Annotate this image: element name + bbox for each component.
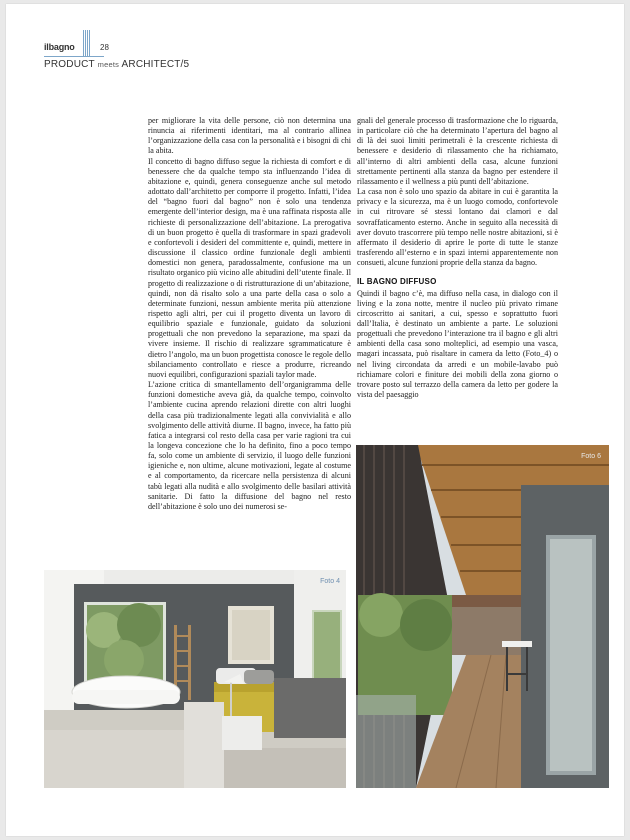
article-column-left xyxy=(148,116,351,512)
subheading: IL BAGNO DIFFUSO xyxy=(357,277,437,287)
paragraph: per migliorare la vita delle persone, ciò non determina una rinuncia ai riferimenti identitari, ma al contrario allinea l’organizzazione della casa con la personalità e i bisogni di chi la abita. xyxy=(148,116,351,156)
paragraph: Quindi il bagno c’è, ma diffuso nella casa, in dialogo con il living e la zona notte, mentre il nucleo più privato rimane circoscritto ai sanitari, a cui, spesso e soprattutto fuori dall’Italia, è destinato un ambiente a parte. Le soluzioni progettuali che prevedono l’interazione tra il bagno e gli altri ambienti della casa sono molteplici, ad esempio una vasca, magari incassata, può risaltare in camera da letto (Foto_4) o nel living circondata da arredi e un mobile-lavabo può richiamare colori e finiture dei mobili della zona giorno o trovare posto sul terrazzo della camera da letto per godere la vista del paesaggio xyxy=(357,288,558,400)
photo-bedroom-bathtub xyxy=(44,570,346,788)
header-rule xyxy=(44,56,104,57)
magazine-page xyxy=(6,4,624,836)
section-title xyxy=(44,59,189,70)
photo-terrace-washbasin xyxy=(356,445,609,788)
terrace-illustration xyxy=(356,445,609,788)
photo-6-label: Foto 6 xyxy=(581,453,601,460)
page-number: 28 xyxy=(100,43,109,52)
article-column-right xyxy=(357,116,558,400)
brand-bars-decoration xyxy=(83,30,97,56)
section-product: PRODUCT xyxy=(44,59,95,70)
section-architect: ARCHITECT/5 xyxy=(121,59,190,70)
paragraph: L’azione critica di smantellamento dell’organigramma delle funzioni domestiche aveva già, da qualche tempo, coinvolto l’ambiente cucina aprendo relazioni dirette con altri luoghi della casa più tradizionalmente legati alla convivialità e allo svolgimento delle attività diurne. Il bagno, invece, ha fatto più fatica a integrarsi col resto della casa per varie ragioni tra cui la longeva concezione che lo ha definito, fino a poco tempo fa, solo come un ambiente di servizio, il luogo delle funzioni igieniche e, non ultime, alcune motivazioni, legate al costume e al comportamento, da ricercare nella persistenza di alcuni tabù legati alla nudità e allo svolgimento delle basilari attività sanitarie. Di fatto la diffusione del bagno nel resto dell’abitazione è solo uno dei numerosi se- xyxy=(148,380,351,511)
section-meets: meets xyxy=(97,60,120,69)
paragraph: La casa non è solo uno spazio da abitare in cui è garantita la privacy e la sicurezza, ma è un luogo comodo, confortevole in cui ritrovare sé stessi lontano dai clamori e dal sovraffaticamento esterno. Anche in seguito alla necessità di aver dovuto trascorrere più tempo nelle nostre abitazioni, si è affermato il desiderio di aprire le porte di tutte le stanze trasferendo all’esterno e in spazi interni apparentemente non consueti, alcune funzioni proprie della stanza da bagno. xyxy=(357,187,558,268)
brand-logo: ilbagno xyxy=(44,42,75,52)
bedroom-illustration xyxy=(44,570,346,788)
photo-4-label: Foto 4 xyxy=(320,578,340,585)
paragraph: gnali del generale processo di trasformazione che lo riguarda, in particolare ciò che ha determinato l’apertura del bagno al di là dei suoi limiti perimetrali è la crescente richiesta di benessere e desiderio di rilassamento che ha richiamato, all’interno di altri ambienti della casa, alcune funzioni strettamente pertinenti alla stanza da bagno per estendere il rilassamento e il wellness a più punti dell’abitazione. xyxy=(357,116,558,186)
paragraph: Il concetto di bagno diffuso segue la richiesta di comfort e di benessere che da qualche tempo sta influenzando l’idea di abitazione e, quindi, genera conseguenze anche sul metodo adottato dall’architetto per comporre il progetto. Infatti, l’idea del “bagno fuori dal bagno” non è solo una tendenza emergente dell’interior design, ma è una raffinata risposta alle richieste di personalizzazione dell’abitazione. La prerogativa di un buon progetto è quella di trasformare in spazi gradevoli e confortevoli i desideri del committente e, quindi, mettere in discussione il classico ordine funzionale degli ambienti domestici non genera, paradossalmente, confusione ma un risultato organico più vicino alle abitudini dell’utente finale. Il progetto di realizzazione o di ristrutturazione di un’abitazione, quindi, non dà risalto solo a una parte della casa o solo a determinate funzioni, nessun ambiente merita più attenzione rispetto agli altri, per cui il progetto diventa un lavoro di equilibrio spaziale e funzionale, guidato da soluzioni progettuali che non prevedono la separazione, ma spazi da vivere insieme. Il rischio di realizzare sgrammaticature è dietro l’angolo, ma un buon progettista conosce le regole dello sbilanciamento controllato e riesce a produrre, ricreando nuovi equilibri, configurazioni spaziali taylor made. xyxy=(148,156,351,379)
